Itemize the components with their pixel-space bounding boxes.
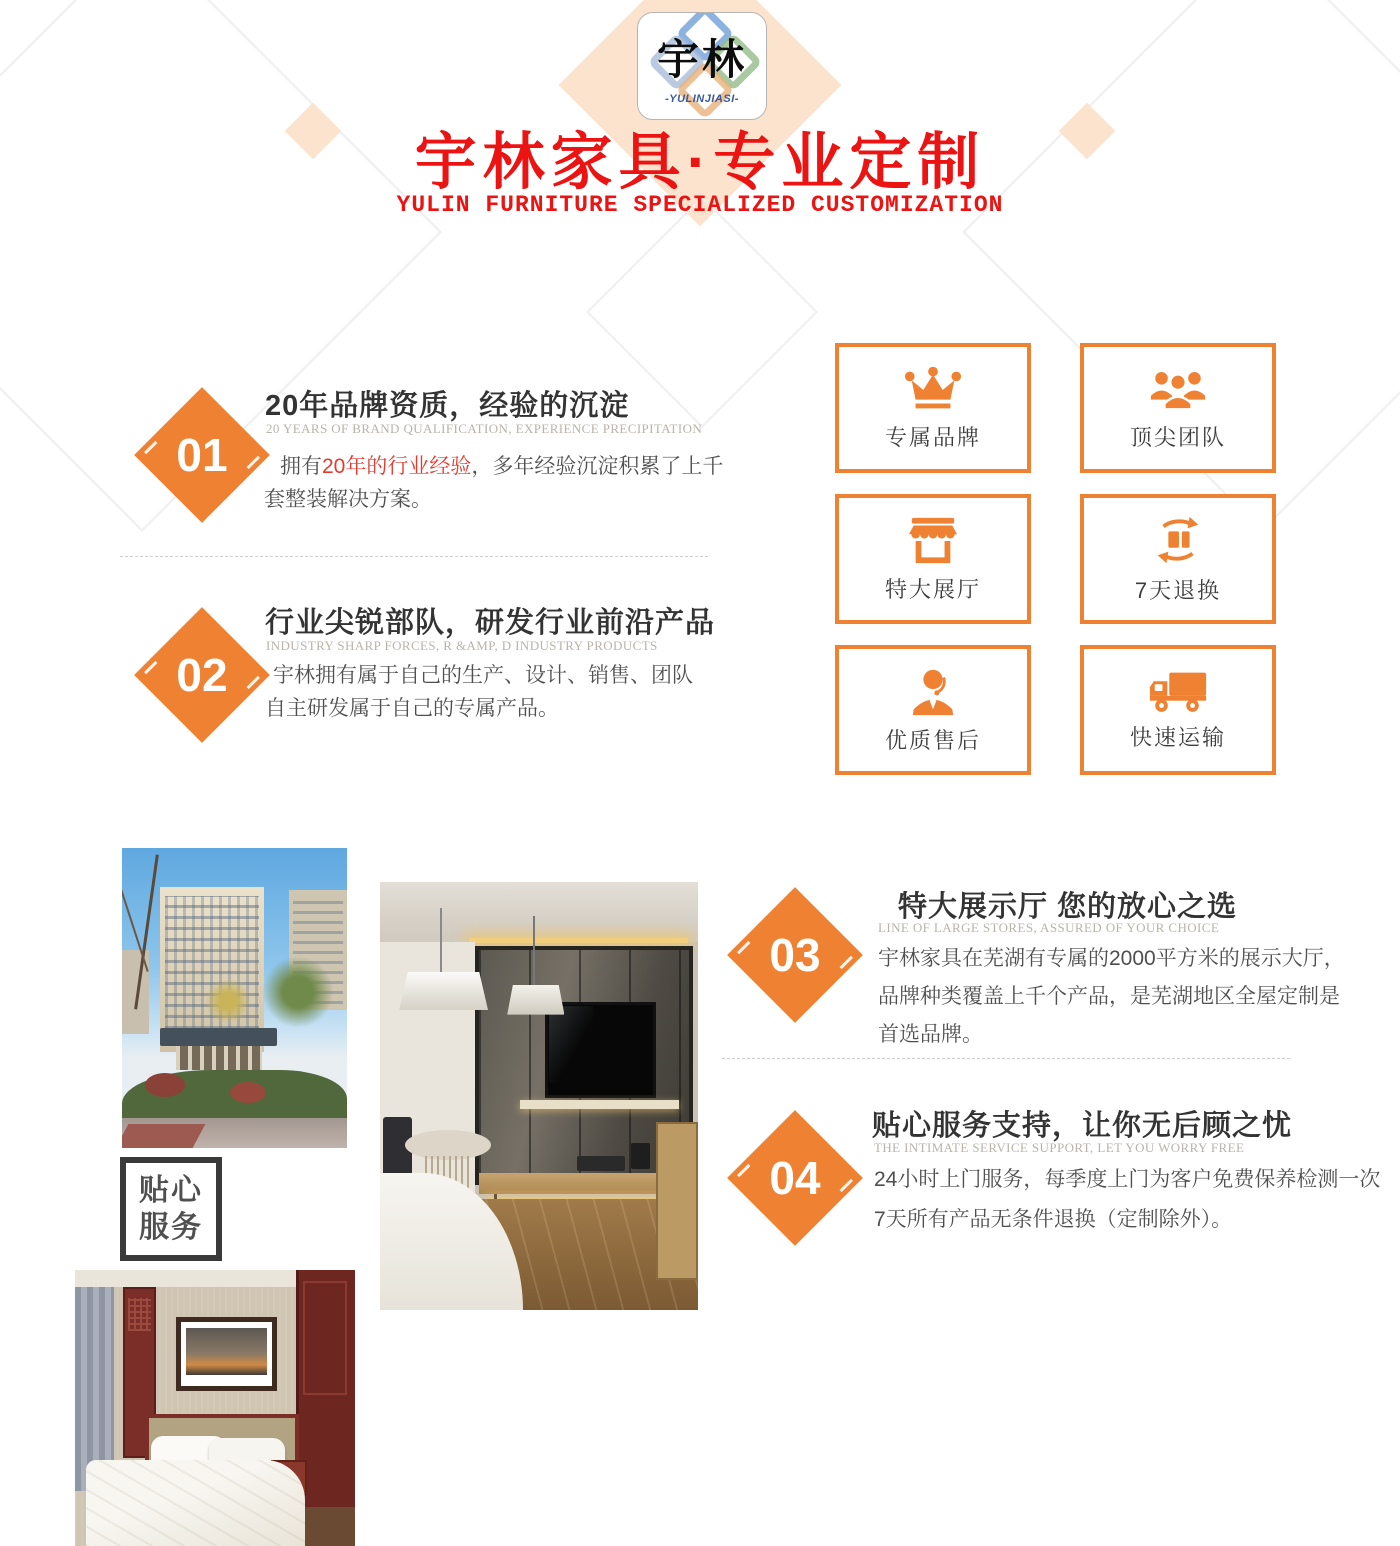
feature-box-showroom <box>835 494 1031 624</box>
media-shelf <box>520 1100 679 1109</box>
team-icon <box>1147 364 1209 414</box>
panel-inner-frame <box>303 1281 346 1395</box>
entrance-columns <box>176 1046 262 1070</box>
section-01-body-line2: 套整装解决方案。 <box>264 488 432 511</box>
section-03-body-line3: 首选品牌。 <box>878 1023 983 1046</box>
section-01-number: 01 <box>176 429 228 481</box>
section-02-number-diamond <box>134 607 270 743</box>
delivery-truck-icon <box>1146 668 1210 714</box>
storefront-icon <box>902 514 964 566</box>
section-02-heading: 行业尖锐部队，研发行业前沿产品 <box>265 607 716 639</box>
logo-chinese-name: 宇林 <box>656 36 747 83</box>
red-shrub <box>145 1073 186 1097</box>
section-03-english-caption: LINE OF LARGE STORES, ASSURED OF YOUR CHOICE <box>878 920 1220 935</box>
feature-box-aftersale <box>835 645 1031 775</box>
foliage-yellow <box>203 980 253 1022</box>
section-04-heading: 贴心服务支持，让你无后顾之忧 <box>872 1110 1293 1142</box>
section-04-body-line2: 7天所有产品无条件退换（定制除外）。 <box>874 1208 1233 1231</box>
tv-reflection <box>549 1006 594 1083</box>
section-01-body <box>264 450 723 516</box>
feature-label: 顶尖团队 <box>1129 425 1226 450</box>
feature-label: 优质售后 <box>884 728 981 753</box>
pendant-lamp <box>533 916 535 984</box>
foliage-green <box>262 956 334 1028</box>
return-exchange-icon <box>1147 513 1209 567</box>
feature-label: 特大展厅 <box>884 577 981 602</box>
section-03-number-diamond <box>727 887 863 1023</box>
section-03-heading: 特大展示厅 您的放心之选 <box>898 891 1238 923</box>
feature-label: 快速运输 <box>1129 725 1226 750</box>
section-03-body-line2: 品牌种类覆盖上千个产品，是芜湖地区全屋定制是 <box>878 985 1340 1008</box>
section-02-number: 02 <box>176 649 228 701</box>
right-column-dashed-divider <box>722 1058 1290 1059</box>
ceiling <box>380 882 698 942</box>
body-text: ，多年经验沉淀积累了上千 <box>471 455 724 478</box>
section-02-body-line1: 宇林拥有属于自己的生产、设计、销售、团队 <box>273 664 693 687</box>
red-shrub <box>230 1082 266 1103</box>
red-path <box>122 1124 205 1148</box>
feature-label: 7天退换 <box>1134 578 1222 603</box>
badge-line1: 贴心 <box>139 1174 203 1207</box>
page-title: 宇林家具·专业定制 <box>414 128 986 197</box>
bedroom-showcase-photo <box>75 1270 355 1546</box>
left-column-dashed-divider <box>120 556 708 557</box>
hotel-room-showcase-photo <box>380 882 698 1310</box>
pendant-lamp <box>440 908 442 972</box>
picture-art <box>186 1328 267 1375</box>
feature-label: 专属品牌 <box>884 425 981 450</box>
page-subtitle: YULIN FURNITURE SPECIALIZED CUSTOMIZATION <box>396 192 1004 218</box>
section-02-body-line2: 自主研发属于自己的专属产品。 <box>265 697 559 720</box>
crown-icon <box>902 364 964 414</box>
company-logo <box>637 12 767 120</box>
duvet-folds <box>86 1460 304 1546</box>
section-03-body <box>878 940 1345 1054</box>
kettle <box>631 1143 650 1169</box>
logo-english-name: -YULINJIASI- <box>665 93 739 105</box>
section-01-number-diamond <box>134 387 270 523</box>
section-04-number: 04 <box>769 1152 821 1204</box>
customer-service-icon <box>902 665 964 717</box>
section-01-body-line1 <box>264 450 723 483</box>
tea-tray <box>577 1156 625 1171</box>
service-badge <box>120 1157 222 1261</box>
pendant-lamp-shade <box>399 972 488 1011</box>
section-04-body-line1: 24小时上门服务，每季度上门为客户免费保养检测一次 <box>874 1168 1381 1191</box>
body-text: 拥有 <box>280 455 322 478</box>
feature-box-return <box>1080 494 1276 624</box>
section-02-english-caption: INDUSTRY SHARP FORCES, R &AMP, D INDUSTRY PRODUCTS <box>266 638 658 653</box>
section-02-body <box>265 659 693 725</box>
section-03-body-line1: 宇林家具在芜湖有专属的2000平方米的展示大厅， <box>878 947 1345 970</box>
feature-box-brand <box>835 343 1031 473</box>
side-cabinet <box>656 1122 698 1280</box>
section-03-number: 03 <box>769 929 821 981</box>
entrance-canopy <box>160 1028 277 1046</box>
section-04-body <box>874 1160 1380 1240</box>
pendant-lamp-shade <box>507 985 564 1015</box>
section-04-number-diamond <box>727 1110 863 1246</box>
body-text-highlight: 20年的行业经验 <box>322 455 472 478</box>
section-01-heading: 20年品牌资质，经验的沉淀 <box>265 390 630 422</box>
feature-box-team <box>1080 343 1276 473</box>
feature-grid <box>835 343 1276 775</box>
section-04-english-caption: THE INTIMATE SERVICE SUPPORT, LET YOU WORRY FREE <box>874 1140 1245 1155</box>
cove-light <box>469 938 688 943</box>
lattice-detail <box>128 1298 150 1331</box>
feature-box-transport <box>1080 645 1276 775</box>
company-building-photo <box>122 848 347 1148</box>
badge-line2: 服务 <box>139 1211 203 1244</box>
section-01-english-caption: 20 YEARS OF BRAND QUALIFICATION, EXPERIENCE PRECIPITATION <box>266 421 703 436</box>
console-table <box>479 1173 683 1194</box>
